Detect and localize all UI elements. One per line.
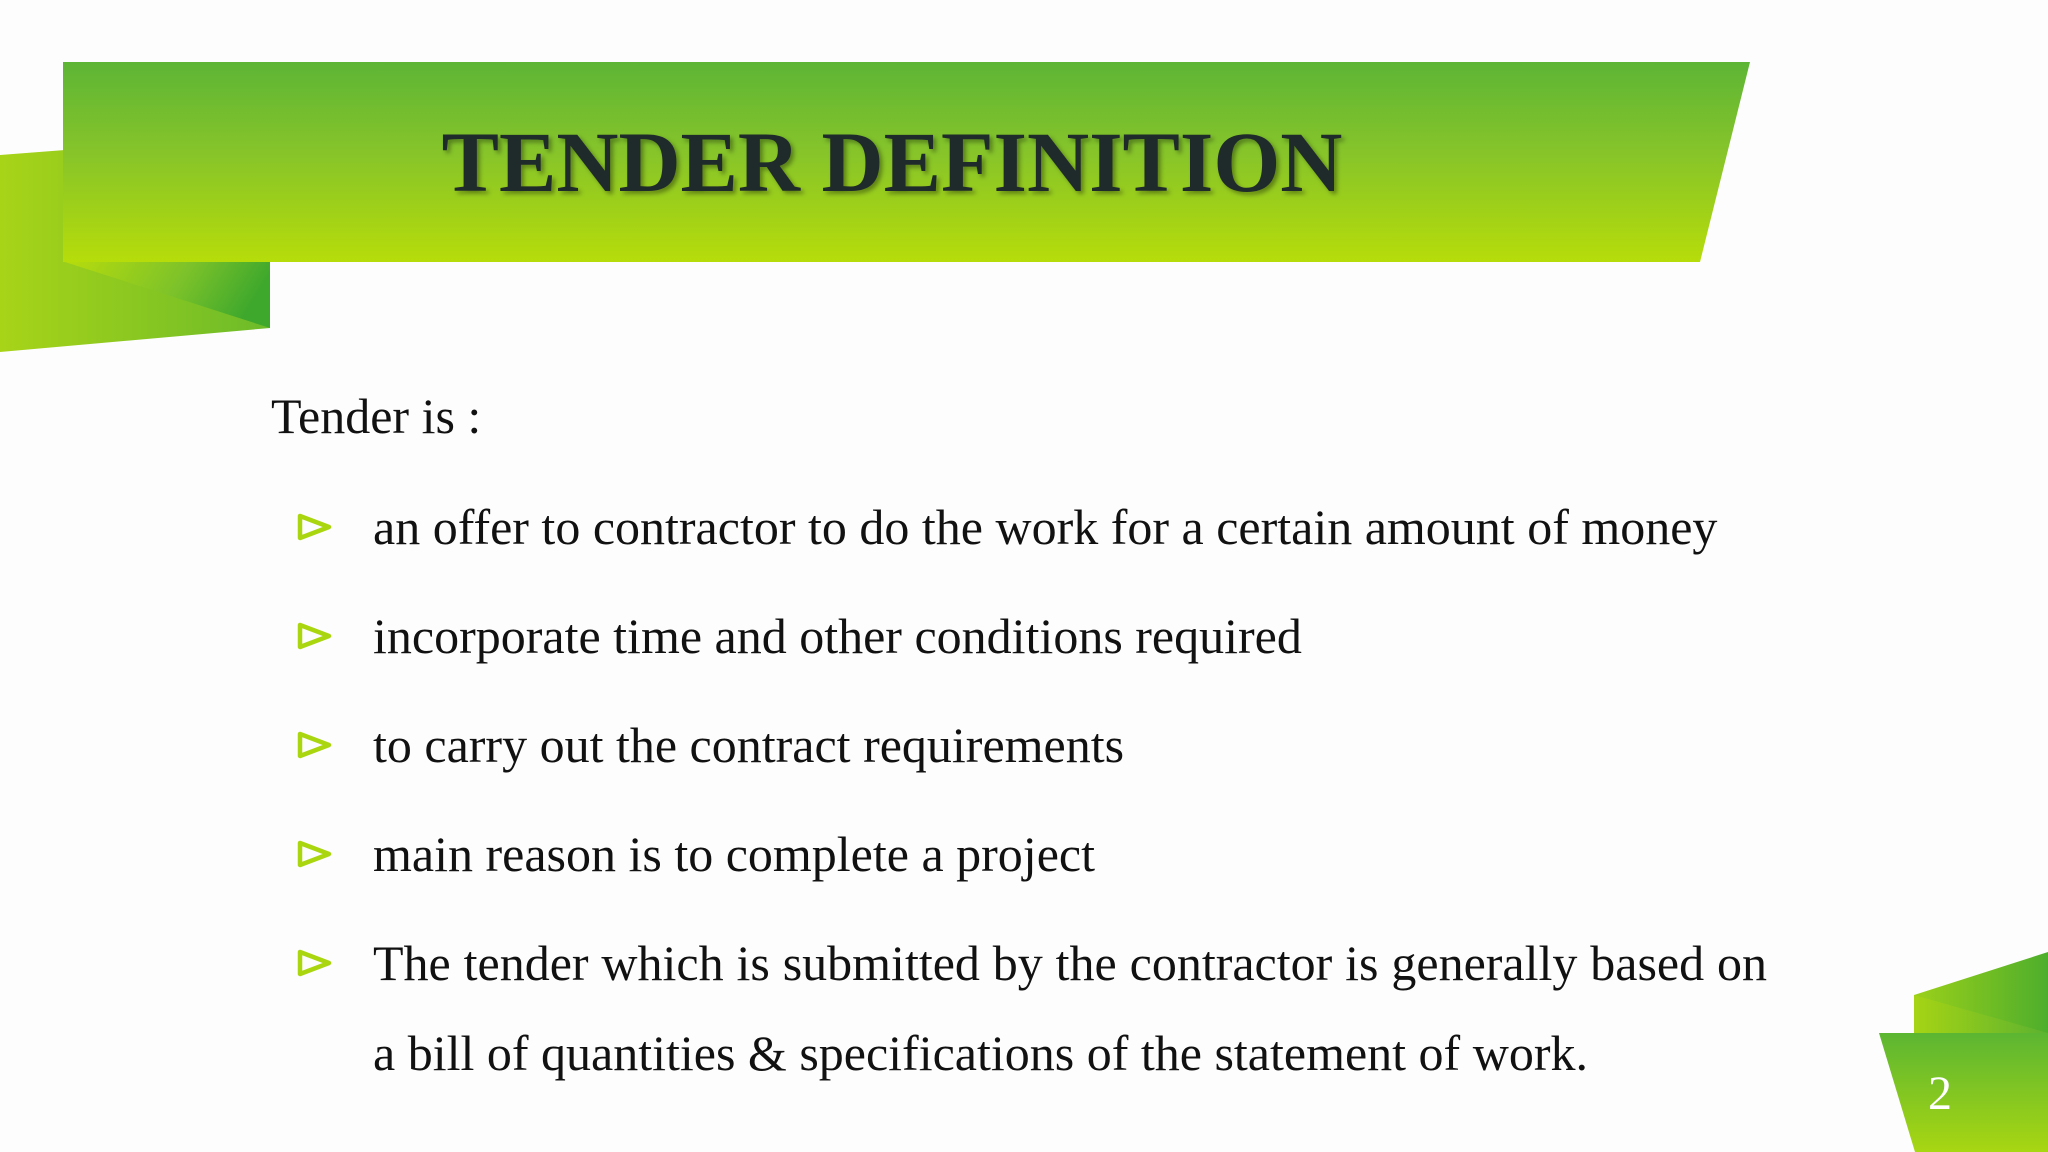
triangle-right-outline-icon: [297, 839, 333, 869]
triangle-right-outline-icon: [297, 730, 333, 760]
bullet-text: main reason is to complete a project: [373, 826, 1095, 882]
page-number: 2: [1928, 1067, 1952, 1120]
slide-title: TENDER DEFINITION: [441, 114, 1343, 210]
triangle-right-outline-icon: [297, 512, 333, 542]
triangle-right-outline-icon: [297, 948, 333, 978]
intro-text: Tender is :: [271, 388, 482, 444]
bullet-text: to carry out the contract requirements: [373, 717, 1125, 773]
bullet-text: an offer to contractor to do the work for a certain amount of money: [373, 499, 1718, 555]
bullet-text: The tender which is submitted by the contractor is generally based on a bill of quantities & specifications of the statement of work.: [373, 935, 1767, 1081]
bullet-text: incorporate time and other conditions required: [373, 608, 1302, 664]
triangle-right-outline-icon: [297, 621, 333, 651]
